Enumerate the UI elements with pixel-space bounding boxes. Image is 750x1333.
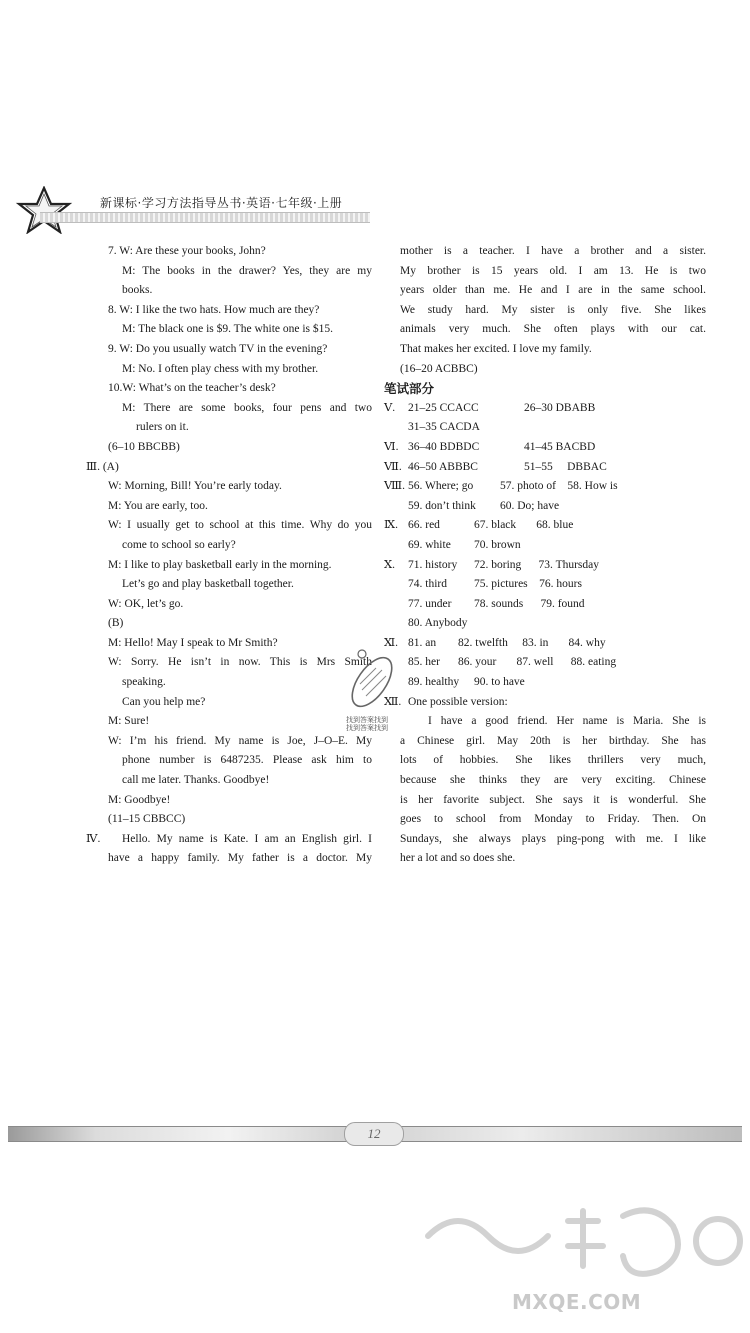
text-line: animals very much. She often plays with our cat. xyxy=(400,323,706,336)
essay-line: is her favorite subject. She says it is wonderful. She xyxy=(400,793,706,806)
text-line: come to school so early? xyxy=(122,538,236,551)
text-line: phone number is 6487235. Please ask him to xyxy=(122,754,372,767)
text-line: M: Sure! xyxy=(108,715,150,728)
text-line: W: Sorry. He isn’t in now. This is Mrs Smith xyxy=(108,656,372,669)
header-title: 新课标·学习方法指导丛书·英语·七年级·上册 xyxy=(100,196,343,210)
essay-line: I have a good friend. Her name is Maria. She is xyxy=(428,715,706,728)
essay-line: her a lot and so does she. xyxy=(400,852,516,865)
answer-row: 59. don’t think 60. Do; have xyxy=(408,499,560,512)
text-line: 10.W: What’s on the teacher’s desk? xyxy=(108,382,276,395)
text-line: W: I usually get to school at this time. Why do you xyxy=(108,519,372,532)
answer-row: Ⅵ. 36–40 BDBDC 41–45 BACBD xyxy=(384,440,596,453)
text-line: Hello. My name is Kate. I am an English girl. I xyxy=(122,832,372,845)
page-number: 12 xyxy=(344,1122,404,1146)
answer-row: 74. third 75. pictures 76. hours xyxy=(408,578,582,591)
text-line: We study hard. My sister is only five. She likes xyxy=(400,303,706,316)
text-line: M: Hello! May I speak to Mr Smith? xyxy=(108,636,278,649)
text-line: M: The black one is $9. The white one is $15. xyxy=(122,323,334,336)
section-title: 笔试部分 xyxy=(384,381,435,397)
essay-line: a Chinese girl. May 20th is her birthday. She has xyxy=(400,734,706,747)
right-column xyxy=(384,242,706,869)
text-line: (11–15 CBBCC) xyxy=(108,813,186,826)
essay-line: goes to school from Monday to Friday. Then. On xyxy=(400,813,706,826)
text-line: 8. W: I like the two hats. How much are they? xyxy=(108,303,320,316)
text-line: 9. W: Do you usually watch TV in the evening? xyxy=(108,342,328,355)
text-line: mother is a teacher. I have a brother and a sister. xyxy=(400,245,706,257)
text-line: (16–20 ACBBC) xyxy=(400,362,478,375)
text-line: M: No. I often play chess with my brother. xyxy=(122,362,319,375)
text-line: 7. W: Are these your books, John? xyxy=(108,245,266,257)
text-line: M: The books in the drawer? Yes, they are my xyxy=(122,264,372,277)
answer-row: 69. white 70. brown xyxy=(408,538,521,551)
text-line: W: Morning, Bill! You’re early today. xyxy=(108,480,282,493)
text-line: rulers on it. xyxy=(136,421,189,434)
answer-row: Ⅺ. 81. an 82. twelfth 83. in 84. why xyxy=(384,636,606,649)
text-line: That makes her excited. I love my family. xyxy=(400,342,592,355)
text-line: (6–10 BBCBB) xyxy=(108,440,180,453)
answer-row: Ⅻ. One possible version: xyxy=(384,695,508,708)
text-line: W: I’m his friend. My name is Joe, J–O–E. My xyxy=(108,734,372,747)
text-line: call me later. Thanks. Goodbye! xyxy=(122,774,270,787)
answer-row: Ⅶ. 46–50 ABBBC 51–55 DBBAC xyxy=(384,460,607,473)
answer-row: Ⅸ. 66. red 67. black 68. blue xyxy=(384,519,574,532)
text-line: M: You are early, too. xyxy=(108,499,208,512)
text-line: My brother is 15 years old. I am 13. He is two xyxy=(400,264,706,277)
answer-row: 85. her 86. your 87. well 88. eating xyxy=(408,656,617,669)
answer-row: 80. Anybody xyxy=(408,617,468,630)
star-logo-icon xyxy=(14,186,84,234)
text-line: M: Goodbye! xyxy=(108,793,171,806)
text-line: M: There are some books, four pens and two xyxy=(122,401,372,414)
answer-row: 77. under 78. sounds 79. found xyxy=(408,597,585,610)
text-line: books. xyxy=(122,284,153,297)
answer-row: Ⅴ. 21–25 CCACC 26–30 DBABB xyxy=(384,401,596,414)
answer-row: 89. healthy 90. to have xyxy=(408,676,525,689)
text-line: (B) xyxy=(108,617,124,630)
answer-row: 31–35 CACDA xyxy=(408,421,480,434)
section-label: Ⅳ. xyxy=(86,832,101,845)
stamp-text: 找到答案找到 找到答案找到 xyxy=(346,716,388,732)
text-line: M: I like to play basketball early in the morning. xyxy=(108,558,332,571)
answer-row: Ⅹ. 71. history 72. boring 73. Thursday xyxy=(384,558,600,571)
essay-line: Sundays, she always plays ping-pong with me. I like xyxy=(400,832,706,845)
left-column xyxy=(86,242,372,869)
section-iv xyxy=(86,830,372,850)
text-line: W: OK, let’s go. xyxy=(108,597,184,610)
header-rule xyxy=(40,212,370,223)
text-line: Let’s go and play basketball together. xyxy=(122,578,294,591)
essay-line: because she thinks they are very exciting. Chinese xyxy=(400,774,706,787)
text-line: Can you help me? xyxy=(122,695,206,708)
watermark-logo-icon xyxy=(418,1196,748,1291)
text-line: speaking. xyxy=(122,676,166,689)
watermark-url: MXQE.COM xyxy=(512,1290,642,1314)
section-label: Ⅲ. (A) xyxy=(86,460,119,473)
answer-row: Ⅷ. 56. Where; go 57. photo of 58. How is xyxy=(384,480,618,493)
text-line: have a happy family. My father is a doctor. My xyxy=(108,852,372,865)
essay-line: lots of hobbies. She likes thrillers very much, xyxy=(400,754,706,767)
text-line: years older than me. He and I are in the same school. xyxy=(400,284,706,297)
